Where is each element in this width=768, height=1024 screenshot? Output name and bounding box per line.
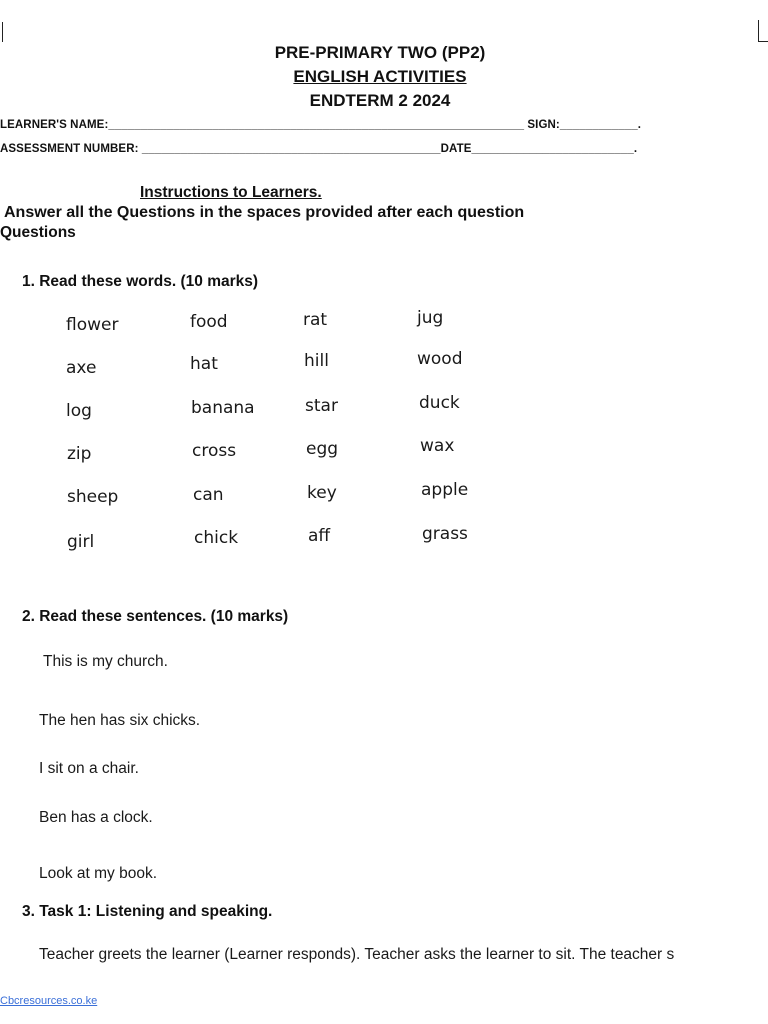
word: girl: [67, 532, 95, 552]
learner-name-field: LEARNER'S NAME:________________________________________________________________ SIGN:____________.: [0, 119, 642, 131]
instructions-heading: Instructions to Learners.: [140, 184, 322, 201]
word: egg: [306, 439, 339, 459]
word: flower: [66, 315, 119, 335]
sentence: Ben has a clock.: [39, 809, 153, 826]
word: apple: [421, 480, 469, 500]
word: log: [66, 401, 92, 421]
word: food: [190, 312, 228, 332]
instructions-text: Answer all the Questions in the spaces provided after each question: [4, 204, 525, 221]
sentence: I sit on a chair.: [39, 760, 139, 777]
word: axe: [66, 358, 97, 378]
word: wax: [420, 436, 455, 456]
assessment-number-field: ASSESSMENT NUMBER: ______________________________________________DATE_________________________.: [0, 143, 638, 155]
crop-mark-right-tick: [758, 41, 768, 42]
questions-label: Questions: [0, 224, 76, 241]
word: wood: [417, 349, 463, 369]
word: grass: [422, 524, 468, 544]
word: aff: [308, 526, 331, 546]
crop-mark-left: [2, 22, 3, 42]
word: hill: [304, 351, 329, 371]
sentence: Look at my book.: [39, 865, 158, 882]
sentence: This is my church.: [43, 653, 168, 670]
header-term: ENDTERM 2 2024: [309, 91, 451, 110]
q3-text: Teacher greets the learner (Learner responds). Teacher asks the learner to sit. The teacher s: [39, 946, 675, 963]
word: banana: [191, 398, 255, 418]
q1-title: 1. Read these words. (10 marks): [22, 273, 259, 290]
word: sheep: [67, 487, 119, 507]
word: star: [305, 396, 338, 416]
word: zip: [67, 444, 92, 464]
word: chick: [194, 528, 239, 548]
footer-website-link[interactable]: Cbcresources.co.ke: [0, 995, 98, 1007]
word: rat: [303, 310, 328, 330]
word: duck: [419, 393, 460, 413]
word: jug: [417, 308, 444, 328]
word: cross: [192, 441, 237, 461]
q2-title: 2. Read these sentences. (10 marks): [22, 608, 289, 625]
word: hat: [190, 354, 218, 374]
crop-mark-right: [758, 20, 759, 42]
word: key: [307, 483, 337, 503]
q3-title: 3. Task 1: Listening and speaking.: [22, 903, 273, 920]
word: can: [193, 485, 224, 505]
sentence: The hen has six chicks.: [39, 712, 201, 729]
header-school-level: PRE-PRIMARY TWO (PP2): [274, 43, 486, 62]
header-subject: ENGLISH ACTIVITIES: [293, 67, 467, 86]
